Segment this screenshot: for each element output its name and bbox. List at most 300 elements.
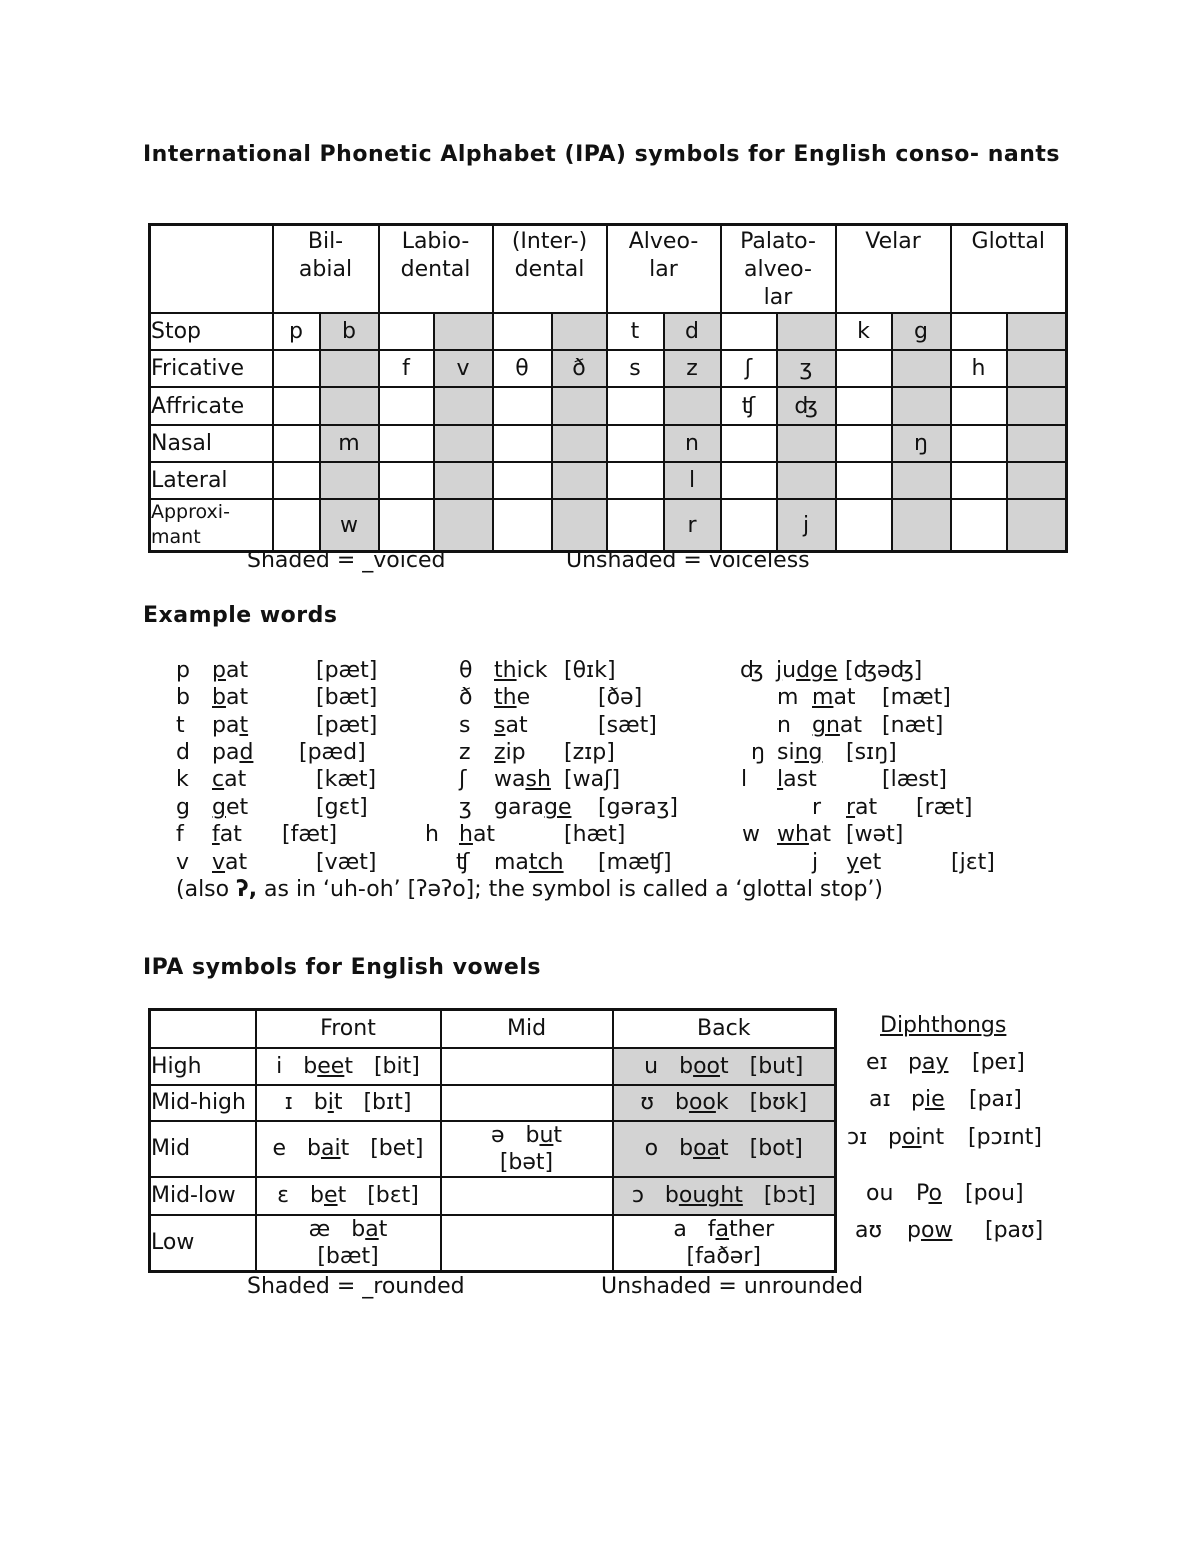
ipa-symbol-cell [493,499,552,552]
ipa-symbol-cell [721,425,777,462]
example-transcription: [kæt] [316,767,377,792]
vowel-example-word: beet [303,1053,353,1079]
example-symbol: b [176,685,190,710]
underlined-letters: ee [317,1053,345,1079]
ipa-symbol-cell [951,462,1007,499]
consonant-table [148,223,1068,553]
underlined-letters: y [846,850,860,875]
vowel-cell [441,1085,613,1121]
vowel-example-word: boat [679,1136,729,1161]
example-transcription: [gɛt] [316,795,368,820]
vowel-height-label: Mid-high [150,1085,256,1121]
example-word: sing [777,740,823,765]
consonant-header-row [150,225,1067,314]
place-header: Glottal [951,225,1067,314]
example-transcription: [waʃ] [564,767,621,792]
vowel-transcription: [bot] [749,1136,803,1161]
ipa-symbol-cell [1007,313,1067,350]
ipa-symbol-cell [777,313,836,350]
ipa-symbol-cell: ʤ [777,387,836,425]
ipa-symbol-cell [434,499,493,552]
ipa-symbol-cell [1007,350,1067,387]
ipa-symbol-cell [951,313,1007,350]
ipa-symbol-cell [434,313,493,350]
vowel-row [150,1215,836,1272]
ipa-symbol-cell [607,387,664,425]
diphthong-symbol: ɔɪ [847,1125,868,1150]
vowel-row [150,1048,836,1085]
ipa-symbol-cell: ð [552,350,607,387]
ipa-symbol-cell [836,387,892,425]
underlined-letters: oo [688,1090,716,1115]
consonant-row [150,350,1067,387]
example-word: judge [776,658,838,683]
ipa-symbol-cell [1007,387,1067,425]
ipa-symbol-cell: j [777,499,836,552]
vowel-symbol: ɛ [277,1183,290,1208]
vowel-cell [613,1215,836,1272]
vowel-example-word: bit [313,1090,343,1115]
ipa-symbol-cell [607,462,664,499]
underlined-letters: tch [528,850,564,875]
example-word: last [777,767,817,792]
example-symbol: m [777,685,799,710]
example-symbol: ʒ [459,795,472,820]
example-symbol: ʧ [456,850,470,875]
vowel-header-row [150,1010,836,1048]
example-symbol: h [425,822,439,847]
consonant-row [150,499,1067,552]
ipa-symbol-cell [379,425,434,462]
ipa-symbol-cell: p [273,313,320,350]
example-transcription: [sɪŋ] [846,740,897,765]
example-transcription: [gəraʒ] [598,795,678,820]
example-word: pad [212,740,254,765]
underlined-letters: h [459,822,473,847]
ipa-symbol-cell [836,425,892,462]
ipa-symbol-cell [273,387,320,425]
consonant-row [150,313,1067,350]
example-word: yet [846,850,882,875]
vowel-transcription: [but] [749,1053,804,1079]
underlined-letters: ge [543,795,572,820]
vowel-symbol: ɪ [284,1090,293,1115]
ipa-symbol-cell: ŋ [892,425,951,462]
manner-label [150,499,273,552]
page-title: International Phonetic Alphabet (IPA) symbols for English conso- nants [143,142,1060,167]
example-symbol: ŋ [751,740,765,765]
example-symbol: ð [459,685,473,710]
vowel-cell [441,1177,613,1215]
vowel-symbol: o [644,1136,659,1161]
diphthong-transcription: [pɔɪnt] [968,1125,1042,1150]
ipa-symbol-cell [273,462,320,499]
glottal-stop-note: (also ʔ, as in ‘uh-oh’ [ʔəʔo]; the symbol is called a ‘glottal stop’) [176,877,884,902]
example-transcription: [zɪp] [564,740,615,765]
example-transcription: [væt] [316,850,377,875]
vowel-example-word: bat [351,1216,388,1242]
ipa-symbol-cell [273,350,320,387]
ipa-symbol-cell [951,425,1007,462]
vowel-transcription: [faðər] [686,1243,761,1269]
ipa-symbol-cell: ʒ [777,350,836,387]
example-word: zip [494,740,526,765]
ipa-symbol-cell [552,462,607,499]
ipa-symbol-cell [1007,499,1067,552]
ipa-symbol-cell [777,462,836,499]
ipa-symbol-cell: n [664,425,721,462]
underlined-letters: r [846,795,856,820]
vowel-transcription: [bit] [373,1053,420,1079]
vowel-cell [613,1048,836,1085]
vowel-row [150,1121,836,1177]
vowel-symbol: æ [308,1216,331,1242]
diphthong-symbol: ou [866,1181,894,1206]
underlined-letters: p [212,658,226,683]
example-word: what [777,822,832,847]
vowel-cell [256,1215,441,1272]
example-transcription: [sæt] [598,713,657,738]
corner-cell [150,1010,256,1048]
ipa-symbol-cell [951,499,1007,552]
underlined-letters: g [212,795,226,820]
vowel-cell [613,1085,836,1121]
ipa-symbol-cell [836,499,892,552]
vowel-symbol: u [644,1053,659,1079]
example-word: vat [212,850,248,875]
diphthong-transcription: [paɪ] [969,1087,1022,1112]
vowel-cell [256,1121,441,1177]
diphthong-transcription: [peɪ] [972,1050,1025,1075]
vowel-example-word: bait [307,1136,350,1161]
place-header: Alveo- lar [607,225,721,314]
ipa-symbol-cell [892,350,951,387]
vowel-transcription: [bət] [499,1149,554,1175]
place-header: Bil- abial [273,225,379,314]
example-word: cat [212,767,247,792]
consonant-row [150,462,1067,499]
underlined-letters: a [715,1216,730,1242]
example-transcription: [wət] [846,822,904,847]
example-symbol: v [176,850,190,875]
diphthong-word: pow [907,1218,953,1243]
example-word: rat [846,795,878,820]
ipa-symbol-cell [721,313,777,350]
vowel-example-word: book [674,1090,729,1115]
example-words-heading: Example words [143,603,338,628]
ipa-symbol-cell [320,462,379,499]
corner-cell [150,225,273,314]
vowel-symbol: e [272,1136,287,1161]
example-transcription: [jɛt] [951,850,995,875]
example-word: fat [212,822,242,847]
vowel-table [148,1008,837,1273]
ipa-symbol-cell: k [836,313,892,350]
example-word: bat [212,685,249,710]
ipa-symbol-cell [951,387,1007,425]
ipa-symbol-cell [892,462,951,499]
example-word: mat [812,685,856,710]
example-transcription: [bæt] [316,685,378,710]
ipa-symbol-cell [552,387,607,425]
ipa-symbol-cell: t [607,313,664,350]
example-symbol: r [812,795,822,820]
example-symbol: d [176,740,190,765]
ipa-symbol-cell [379,499,434,552]
underlined-letters: t [239,713,249,738]
ipa-symbol-cell [434,462,493,499]
manner-label-line: Approxi- [151,501,230,523]
example-word: pat [212,658,249,683]
underlined-letters: j [776,658,783,683]
vowel-cell [441,1215,613,1272]
ipa-symbol-cell [379,313,434,350]
vowel-cell [613,1177,836,1215]
example-transcription: [fæt] [282,822,338,847]
ipa-symbol-cell [1007,425,1067,462]
underlined-letters: gn [812,713,840,738]
vowel-transcription: [bæt] [317,1243,379,1269]
vowel-transcription: [bɛt] [367,1183,419,1208]
example-transcription: [mæt] [882,685,951,710]
underlined-letters: ie [924,1087,945,1112]
ipa-symbol-cell [320,350,379,387]
example-word: hat [459,822,496,847]
underlined-letters: th [494,658,517,683]
ipa-symbol-cell [721,499,777,552]
ipa-symbol-cell [379,387,434,425]
ipa-symbol-cell [836,462,892,499]
diphthong-transcription: [paʊ] [985,1218,1044,1243]
vowel-col-header: Mid [441,1010,613,1048]
underlined-letters: oa [693,1136,721,1161]
vowel-example-word: boot [679,1053,729,1079]
underlined-letters: u [539,1122,554,1148]
rounding-caption-shaded: Shaded = _rounded [247,1274,465,1299]
example-transcription: [ræt] [916,795,973,820]
example-transcription: [hæt] [564,822,626,847]
ipa-symbol-cell: z [664,350,721,387]
underlined-letters: v [212,850,226,875]
ipa-symbol-cell: s [607,350,664,387]
ipa-symbol-cell: v [434,350,493,387]
vowel-cell [441,1121,613,1177]
vowel-height-label: High [150,1048,256,1085]
example-transcription: [ðə] [598,685,643,710]
vowel-col-header: Front [256,1010,441,1048]
ipa-symbol-cell [493,425,552,462]
vowel-example-word: bet [310,1183,347,1208]
ipa-symbol-cell: h [951,350,1007,387]
ipa-symbol-cell [273,425,320,462]
example-word: wash [494,767,551,792]
example-symbol: p [176,658,190,683]
underlined-letters: s [494,713,506,738]
ipa-symbol-cell [552,313,607,350]
vowel-transcription: [bɔt] [763,1183,816,1208]
consonant-row [150,425,1067,462]
ipa-symbol-cell: ʃ [721,350,777,387]
example-symbol: j [812,850,819,875]
vowel-height-label: Mid-low [150,1177,256,1215]
example-word: thick [494,658,548,683]
ipa-symbol-cell: l [664,462,721,499]
ipa-symbol-cell: f [379,350,434,387]
example-symbol: n [777,713,791,738]
ipa-symbol-cell [664,387,721,425]
example-word: match [494,850,564,875]
vowel-transcription: [bet] [370,1136,424,1161]
underlined-letters: o [928,1181,942,1206]
example-symbol: z [459,740,471,765]
underlined-letters: oi [901,1125,922,1150]
diphthong-word: pay [908,1050,949,1075]
vowel-symbol: ɔ [631,1183,644,1208]
underlined-letters: f [212,822,220,847]
underlined-letters: oo [693,1053,720,1079]
ipa-symbol-cell [892,387,951,425]
ipa-symbol-cell [836,350,892,387]
diphthong-transcription: [pou] [965,1181,1024,1206]
example-word: garage [494,795,572,820]
vowel-example-word: bought [664,1183,743,1208]
diphthong-word: Po [916,1181,942,1206]
place-header: (Inter-) dental [493,225,607,314]
underlined-letters: sh [525,767,551,792]
underlined-letters: a [365,1216,379,1242]
example-word: pat [212,713,249,738]
example-symbol: g [176,795,190,820]
ipa-symbol-cell: r [664,499,721,552]
ipa-symbol-cell [892,499,951,552]
manner-label: Nasal [150,425,273,462]
ipa-symbol-cell: ʧ [721,387,777,425]
underlined-letters: d [239,740,254,765]
underlined-letters: m [812,685,834,710]
ipa-symbol-cell [379,462,434,499]
vowel-cell [613,1121,836,1177]
place-header: Velar [836,225,951,314]
underlined-letters: i [327,1090,334,1115]
underlined-letters: ow [920,1218,953,1243]
manner-label-line: mant [151,526,201,548]
underlined-letters: ay [921,1050,949,1075]
ipa-symbol-cell: w [320,499,379,552]
example-symbol: l [741,767,748,792]
example-transcription: [ʤəʤ] [845,658,923,683]
ipa-symbol-cell [1007,462,1067,499]
manner-label: Stop [150,313,273,350]
example-symbol: t [176,713,185,738]
ipa-symbol-cell [607,425,664,462]
ipa-symbol-cell [552,425,607,462]
diphthongs-heading: Diphthongs [880,1013,1007,1038]
example-symbol: ʃ [459,767,467,792]
underlined-letters: c [212,767,225,792]
ipa-symbol-cell [493,387,552,425]
manner-label: Affricate [150,387,273,425]
underlined-letters: ai [320,1136,341,1161]
vowel-transcription: [bɪt] [363,1090,412,1115]
place-header: Labio- dental [379,225,493,314]
ipa-symbol-cell: d [664,313,721,350]
diphthong-word: point [888,1125,945,1150]
ipa-symbol-cell [434,425,493,462]
vowel-example-word: but [525,1122,563,1148]
ipa-symbol-cell: g [892,313,951,350]
voicing-caption-unshaded: Unshaded = voiceless [566,548,810,573]
example-transcription: [pæt] [316,658,378,683]
underlined-letters: th [494,685,517,710]
vowel-symbol: i [276,1053,283,1079]
underlined-letters: e [324,1183,338,1208]
ipa-symbol-cell: θ [493,350,552,387]
example-transcription: [pæt] [316,713,378,738]
voicing-caption-shaded: Shaded = _voiced [247,548,446,573]
rounding-caption-unshaded: Unshaded = unrounded [601,1274,864,1299]
ipa-symbol-cell [721,462,777,499]
vowel-cell [441,1048,613,1085]
vowel-example-word: father [707,1216,775,1242]
example-symbol: ʤ [740,658,764,683]
manner-label: Fricative [150,350,273,387]
vowel-symbol: ʊ [640,1090,654,1115]
vowel-heading: IPA symbols for English vowels [143,955,541,980]
example-transcription: [mæʧ] [598,850,672,875]
ipa-symbol-cell: m [320,425,379,462]
vowel-symbol: a [673,1216,687,1242]
diphthong-word: pie [911,1087,945,1112]
underlined-letters: z [494,740,506,765]
example-symbol: θ [459,658,473,683]
consonant-row [150,387,1067,425]
example-word: get [212,795,249,820]
vowel-row [150,1177,836,1215]
underlined-letters: ng [794,740,823,765]
example-word: gnat [812,713,863,738]
example-symbol: w [742,822,760,847]
ipa-symbol-cell [493,313,552,350]
ipa-symbol-cell [434,387,493,425]
example-symbol: k [176,767,189,792]
diphthong-symbol: aʊ [855,1218,883,1243]
underlined-letters: b [212,685,226,710]
diphthong-symbol: aɪ [869,1087,891,1112]
ipa-symbol-cell [320,387,379,425]
example-transcription: [θɪk] [564,658,616,683]
vowel-col-header: Back [613,1010,836,1048]
example-transcription: [læst] [882,767,947,792]
place-header: Palato- alveo- lar [721,225,836,314]
underlined-letters: l [777,767,784,792]
vowel-height-label: Mid [150,1121,256,1177]
example-transcription: [næt] [882,713,944,738]
example-symbol: f [176,822,184,847]
ipa-symbol-cell [273,499,320,552]
vowel-row [150,1085,836,1121]
underlined-letters: ought [678,1183,743,1208]
ipa-symbol-cell [493,462,552,499]
example-symbol: s [459,713,471,738]
vowel-cell [256,1085,441,1121]
diphthong-symbol: eɪ [866,1050,888,1075]
underlined-letters: dge [796,658,838,683]
vowel-symbol: ə [490,1122,505,1148]
ipa-symbol-cell [777,425,836,462]
ipa-symbol-cell: b [320,313,379,350]
vowel-transcription: [bʊk] [749,1090,808,1115]
manner-label: Lateral [150,462,273,499]
